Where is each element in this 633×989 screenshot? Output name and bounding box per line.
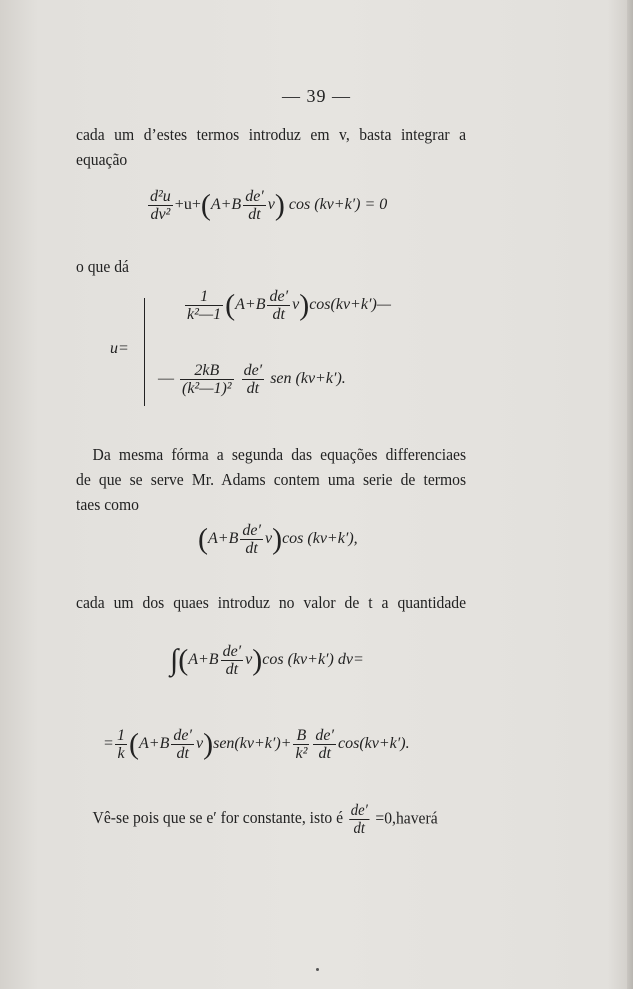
equation-2-line-1: $\frac{1}{\text{k²—1}}$ (A+B $\frac{de'}{dt}$ v)cos(kv+k′)— — [187, 288, 391, 323]
equation-4: ∫(A+B $\frac{de'}{dt}$ v)cos (kv+k′) dv= — [170, 643, 364, 678]
paragraph-4 — [76, 802, 508, 837]
page-number: — 39 — — [282, 86, 351, 106]
page-edge — [627, 0, 633, 989]
paragraph-3: cada um dos quaes introduz no valor de t a quantidade — [76, 593, 467, 612]
equation-3: (A+B $\frac{de'}{dt}$ v)cos (kv+k′), — [198, 522, 358, 557]
paragraph-2-line-1: Da mesma fórma a segunda das equações differenciaes — [92, 445, 467, 464]
fraction: $\frac{de'}{dt}$ — [242, 522, 261, 557]
equation-2-line-2: — $\frac{2kB}{\text{(k²—1)²}}$ $\frac{de'}{dt}$ sen (kv+k′). — [158, 362, 346, 397]
paragraph-4-post: =0,haverá — [375, 808, 438, 828]
inline-fraction: $\frac{de'}{dt}$ — [350, 802, 368, 837]
paragraph-1-line-1: cada um d’estes termos introduz em v, basta integrar a — [76, 125, 467, 144]
fraction: $\frac{de'}{dt}$ — [269, 288, 289, 323]
paragraph-1-line-2: equação — [76, 150, 128, 169]
equation-1: $\frac{\text{d²u}}{\text{dv²}}$ +u+(A+B $\frac{de'}{dt}$ v) cos (kv+k′) = 0 — [150, 188, 388, 223]
ink-speck — [316, 968, 319, 971]
paragraph-2-line-3: taes como — [76, 495, 139, 514]
fraction: $\frac{de'}{dt}$ — [315, 727, 334, 762]
paragraph-2-line-2: de que se serve Mr. Adams contem uma serie de termos — [76, 470, 467, 489]
fraction: $\frac{de'}{dt}$ — [173, 727, 192, 762]
fraction: $\frac{\text{d²u}}{\text{dv²}}$ — [150, 188, 171, 223]
curly-brace — [144, 298, 155, 406]
fraction: $\frac{1}{k}$ — [117, 727, 126, 762]
fraction: $\frac{2kB}{\text{(k²—1)²}}$ — [182, 362, 232, 397]
fraction: $\frac{de'}{dt}$ — [245, 188, 264, 223]
fraction: $\frac{B}{\text{k²}}$ — [295, 727, 308, 762]
fraction: $\frac{de'}{dt}$ — [222, 643, 242, 678]
fraction: $\frac{de'}{dt}$ — [243, 362, 263, 397]
equation-5: = $\frac{1}{k}$ (A+B $\frac{de'}{dt}$ v)sen(kv+k′)+ $\frac{B}{\text{k²}}$ $\frac{de'}{dt}$ cos(kv+k′). — [104, 727, 410, 762]
equation-2-lhs: u= — [110, 340, 129, 357]
que-da-line: o que dá — [76, 257, 129, 276]
paragraph-4-pre: Vê-se pois que se e′ for constante, isto é — [92, 808, 344, 828]
fraction: $\frac{1}{\text{k²—1}}$ — [187, 288, 222, 323]
